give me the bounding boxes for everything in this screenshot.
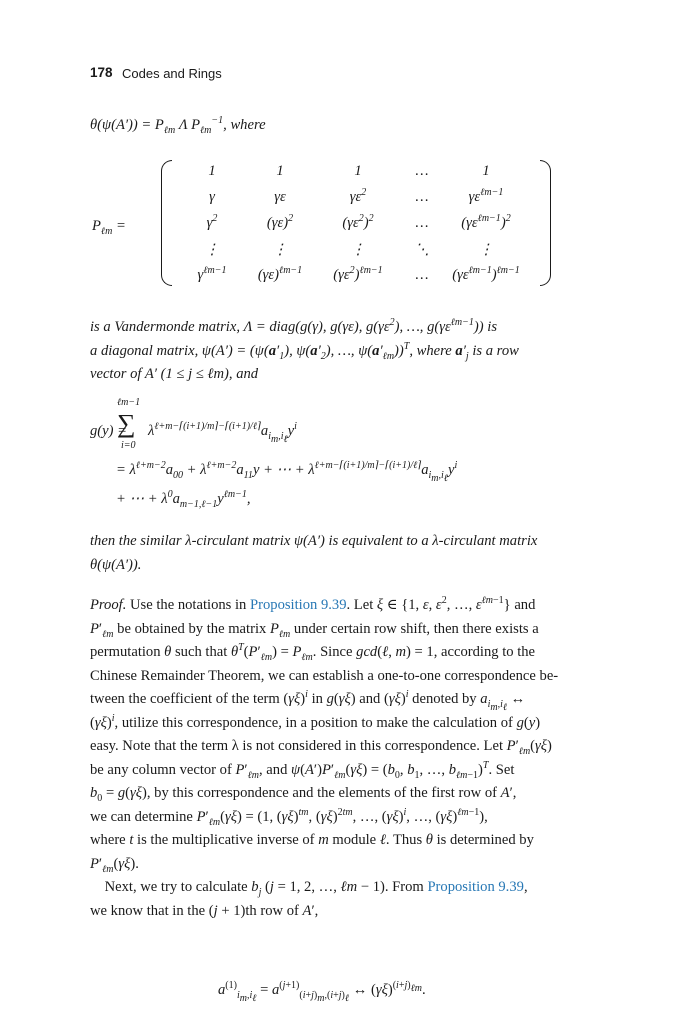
proof-line: permutation θ such that $\theta^T(P'_{\ell m}) = P_{\ell m}$. Since gcd(ℓ, m) = 1, according to the: [90, 642, 536, 663]
matrix-right-bracket: [540, 160, 551, 286]
sum-lower-limit: i=0: [121, 440, 136, 451]
page-number: 178: [90, 65, 113, 80]
matrix-cell-r2-c2: γε: [274, 189, 286, 205]
matrix-label: $P_{\ell m}$ =: [92, 218, 126, 237]
proof-line: $(\gamma\xi)^i$, utilize this correspondence, in a position to make the calculation of g(y): [90, 712, 541, 731]
matrix-cell-r1-c5: 1: [482, 163, 490, 179]
proof-line: Proof. Use the notations in Proposition 9.39. Let ξ ∈ {1, ε, $\varepsilon^2$, …, $\varepsilon^{\ell m-1}$} and: [90, 595, 536, 613]
matrix-cell-r5-c2: $(\gamma\varepsilon)^{\ell m-1}$: [257, 265, 303, 283]
matrix-cell-r5-c4: …: [415, 267, 429, 283]
matrix-cell-r2-c1: γ: [209, 189, 215, 205]
sum-upper-limit: ℓm−1: [117, 397, 141, 408]
theorem-conclusion: [90, 530, 590, 577]
theorem-formula-line: $\theta(\psi(A')) = P_{\ell m}$ Λ $P_{\ell m}^{-1}$, where: [90, 115, 266, 136]
g-definition-term: $\lambda^{\ell+m-⌈(i+1)/m⌉-⌈(i+1)/\ell⌉}a_{i_m,i_\ell}y^i$: [148, 421, 297, 445]
theorem-text: [90, 316, 590, 387]
proof-line: where t is the multiplicative inverse of m module ℓ. Thus θ is determined by: [90, 832, 534, 848]
proof-line: Next, we try to calculate $b_j$ (j = 1, 2, …, ℓm − 1). From Proposition 9.39,: [90, 879, 528, 898]
conclusion-line: then the similar λ-circulant matrix ψ(A′) is equivalent to a λ-circulant matrix: [90, 533, 538, 549]
matrix-cell-r3-c1: $\gamma^2$: [206, 213, 218, 231]
proof-line: Chinese Remainder Theorem, we can establish a one-to-one correspondence be-: [90, 667, 559, 684]
g-definition-lhs: g(y) =: [90, 423, 127, 439]
matrix-cell-r3-c5: $(\gamma\varepsilon^{\ell m-1})^2$: [461, 213, 511, 231]
matrix-cell-r2-c5: $\gamma\varepsilon^{\ell m-1}$: [468, 187, 504, 205]
matrix-cell-r1-c3: 1: [354, 163, 362, 179]
matrix-cell-r3-c2: $(\gamma\varepsilon)^2$: [266, 213, 294, 231]
matrix-cell-r4-c2: ⋮: [272, 242, 288, 258]
proof-line: easy. Note that the term λ is not considered in this correspondence. Let $P'_{\ell m}(\gamma\xi)$: [90, 738, 552, 757]
matrix-cell-r5-c3: $(\gamma\varepsilon^2)^{\ell m-1}$: [333, 265, 383, 283]
theorem-text-line: is a Vandermonde matrix, Λ = diag(g(γ), g(γε), $g(\gamma\varepsilon^2)$, …, $g(\gamma\varepsilon^{\ell m-1})$) is: [90, 317, 498, 335]
matrix-cell-r5-c1: $\gamma^{\ell m-1}$: [197, 265, 227, 283]
matrix-cell-r2-c3: $\gamma\varepsilon^2$: [349, 187, 367, 205]
proof-line: we know that in the (j + 1)th row of A′,: [90, 902, 319, 919]
proof-line: $P'_{\ell m}(\gamma\xi)$.: [90, 855, 139, 875]
matrix-cell-r3-c3: $(\gamma\varepsilon^2)^2$: [342, 213, 374, 231]
matrix-cell-r1-c4: …: [415, 163, 429, 179]
g-expansion-line: + ⋯ + $\lambda^0a_{m-1,\ell-1}y^{\ell m-1}$,: [116, 489, 251, 510]
running-title: Codes and Rings: [122, 66, 222, 81]
matrix-cell-r1-c2: 1: [276, 163, 284, 179]
g-expansion-line: = $\lambda^{\ell+m-2}a_{00} + \lambda^{\ell+m-2}a_{11}y$ + ⋯ + $\lambda^{\ell+m-⌈(i+1)/m⌉-⌈(i+1)/\ell⌉}a_{i_m,i_\ell}y^i$: [116, 460, 458, 484]
matrix-cell-r4-c1: ⋮: [204, 242, 220, 258]
theorem-text-line: vector of A′ (1 ≤ j ≤ ℓm), and: [90, 366, 259, 382]
summation-symbol: ∑: [117, 409, 136, 438]
matrix-cell-r2-c4: …: [415, 189, 429, 205]
theorem-text-line: a diagonal matrix, $\psi(A') = (\psi(a'_1)$, $\psi(a'_2)$, …, $\psi(a'_{\ell m}))^T$, where $a'_j$ is a row: [90, 340, 519, 362]
index-correspondence-equation: $a^{(1)}_{i_m,i_\ell} = a^{(j+1)}_{(i+j)_m,(i+j)_\ell}$ ↔ $(\gamma\xi)^{(i+j)_{\ell m}}$.: [218, 980, 426, 1004]
matrix-cell-r1-c1: 1: [208, 163, 216, 179]
proof-line: we can determine $P'_{\ell m}(\gamma\xi) = (1$, $(\gamma\xi)^{tm}$, $(\gamma\xi)^{2tm}$, …, $(\gamma\xi)^i$, …, $(\gamma\xi)^{\ell m-1}$),: [90, 806, 488, 828]
proof-line: tween the coefficient of the term $(\gamma\xi)^i$ in g(γξ) and $(\gamma\xi)^i$ denoted by $a_{i_m,i_\ell}$ ↔: [90, 689, 526, 713]
matrix-cell-r4-c3: ⋮: [350, 242, 366, 258]
proof-line: $P'_{\ell m}$ be obtained by the matrix $P_{\ell m}$ under certain row shift, then there exists a: [90, 620, 539, 640]
matrix-cell-r5-c5: $(\gamma\varepsilon^{\ell m-1})^{\ell m-1}$: [452, 265, 520, 283]
proof-paragraph: [90, 594, 590, 923]
matrix-cell-r3-c4: …: [415, 215, 429, 231]
proof-line: be any column vector of $P'_{\ell m}$, and $\psi(A')P'_{\ell m}(\gamma\xi) = (b_0$, $b_1$, …, $b_{\ell m-1})^T$. Set: [90, 759, 515, 781]
proof-line: $b_0 = g(\gamma\xi)$, by this correspondence and the elements of the first row of A′,: [90, 785, 517, 804]
conclusion-line: θ(ψ(A′)).: [90, 556, 142, 573]
matrix-cell-r4-c5: ⋮: [478, 242, 494, 258]
matrix-cell-r4-c4: ⋱: [414, 242, 430, 258]
